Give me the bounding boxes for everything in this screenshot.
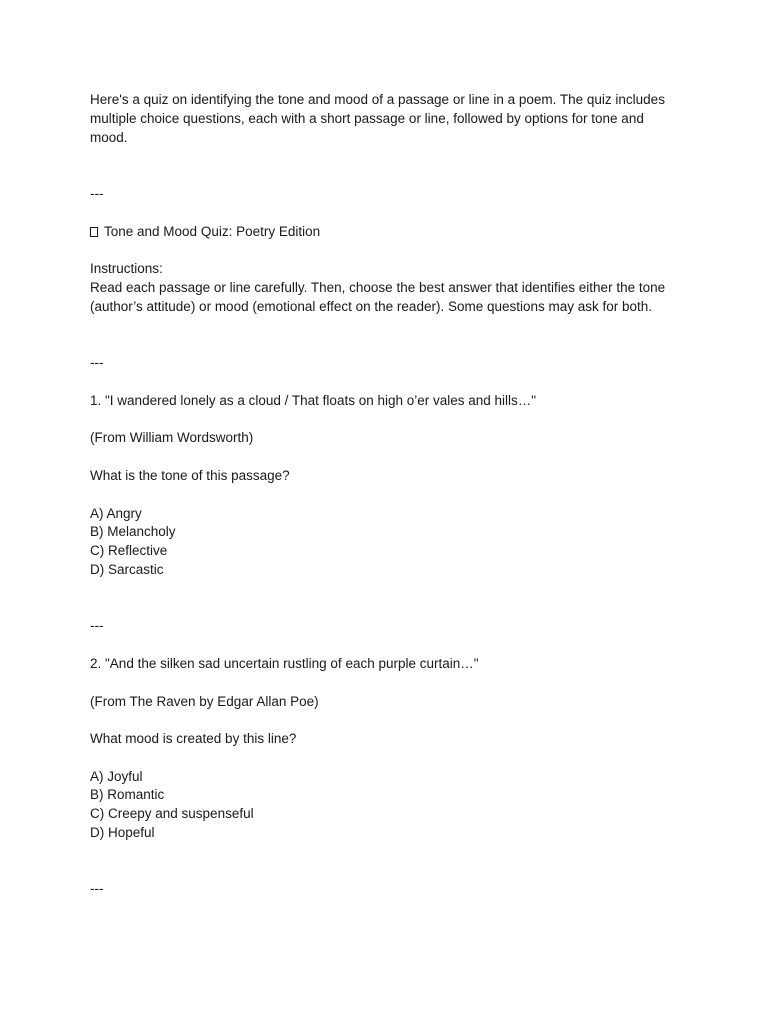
- separator: ---: [90, 355, 104, 371]
- separator: ---: [90, 881, 104, 897]
- question-prompt: What is the tone of this passage?: [90, 467, 290, 483]
- answer-option: D) Sarcastic: [90, 561, 164, 577]
- question-2: [90, 655, 680, 843]
- separator: ---: [90, 618, 104, 634]
- question-prompt: What mood is created by this line?: [90, 731, 297, 747]
- answer-option: B) Melancholy: [90, 524, 176, 540]
- question-source: (From William Wordsworth): [90, 430, 254, 446]
- question-passage: 1. "I wandered lonely as a cloud / That floats on high o’er vales and hills…": [90, 392, 537, 408]
- missing-glyph-box-icon: [90, 227, 98, 237]
- question-source: (From The Raven by Edgar Allan Poe): [90, 693, 319, 709]
- quiz-title: [90, 223, 680, 242]
- answer-options: [90, 505, 680, 580]
- question-1: [90, 392, 680, 580]
- answer-option: B) Romantic: [90, 787, 165, 803]
- answer-option: C) Reflective: [90, 543, 168, 559]
- separator: ---: [90, 185, 104, 201]
- answer-options: [90, 768, 680, 843]
- instructions-heading: Instructions:: [90, 261, 163, 277]
- answer-option: A) Angry: [90, 505, 142, 521]
- quiz-title-text: Tone and Mood Quiz: Poetry Edition: [104, 223, 321, 239]
- instructions-body: Read each passage or line carefully. Then, choose the best answer that identifies either the tone (author’s attitude) or mood (emotional effect on the reader). Some questions may ask for both.: [90, 279, 666, 314]
- question-passage: 2. "And the silken sad uncertain rustling of each purple curtain…": [90, 655, 479, 671]
- answer-option: A) Joyful: [90, 768, 143, 784]
- answer-option: C) Creepy and suspenseful: [90, 806, 254, 822]
- intro-paragraph: Here's a quiz on identifying the tone and mood of a passage or line in a poem. The quiz includes multiple choice questions, each with a short passage or line, followed by options for tone and mood.: [90, 92, 665, 145]
- document-page: [90, 91, 680, 899]
- answer-option: D) Hopeful: [90, 825, 155, 841]
